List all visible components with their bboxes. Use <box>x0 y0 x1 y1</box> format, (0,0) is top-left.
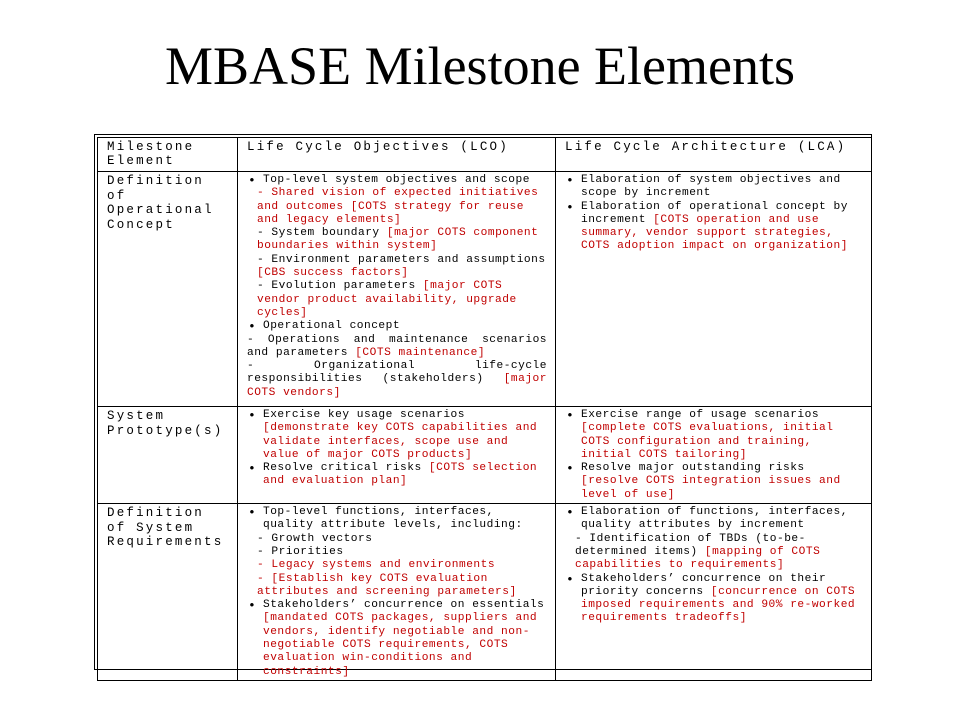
list-item: - System boundary [major COTS component boundaries within system] <box>257 227 539 253</box>
list-item: - Legacy systems and environments <box>257 559 496 572</box>
list-item: - Organizational life-cycle responsibilities (stakeholders) [major COTS vendors] <box>247 360 547 399</box>
row-label-system-requirements: Definition of System Requirements <box>98 504 238 681</box>
list-item: • Operational concept <box>247 320 547 333</box>
lco-system-prototypes-cell <box>238 407 556 504</box>
lca-system-prototypes-cell <box>556 407 872 504</box>
list-item: - Identification of TBDs (to-be-determined items) [mapping of COTS capabilities to requirements] <box>575 532 821 572</box>
list-item: • Resolve major outstanding risks [resolve COTS integration issues and level of use] <box>565 462 863 502</box>
table-header-row <box>98 138 872 172</box>
list-item: • Top-level system objectives and scope <box>247 174 547 187</box>
list-item: - Environment parameters and assumptions [CBS success factors] <box>257 253 546 280</box>
list-item: - Priorities <box>257 545 344 558</box>
list-item: - Growth vectors <box>257 532 373 545</box>
list-item: - Operations and maintenance scenarios and parameters [COTS maintenance] <box>247 333 547 359</box>
table-row <box>98 172 872 407</box>
header-lco: Life Cycle Objectives (LCO) <box>238 138 556 172</box>
list-item: • Resolve critical risks [COTS selection and evaluation plan] <box>247 462 547 489</box>
list-item: • Top-level functions, interfaces, quality attribute levels, including: <box>247 506 547 533</box>
list-item: - Evolution parameters [major COTS vendor product availability, upgrade cycles] <box>257 280 517 319</box>
list-item: - [Establish key COTS evaluation attributes and screening parameters] <box>257 572 517 598</box>
header-lca: Life Cycle Architecture (LCA) <box>556 138 872 172</box>
list-item: • Elaboration of operational concept by increment [COTS operation and use summary, vendor support strategies, COTS adoption impact on organization] <box>565 201 863 254</box>
lco-operational-concept-cell <box>238 172 556 407</box>
list-item: • Stakeholders’ concurrence on essentials [mandated COTS packages, suppliers and vendors, identify negotiable and non-negotiable COTS requirements, COTS evaluation win-conditions and constraints] <box>247 599 547 679</box>
list-item: • Elaboration of system objectives and scope by increment <box>565 174 863 201</box>
row-label-operational-concept: Definition of Operational Concept <box>98 172 238 407</box>
table-row <box>98 407 872 504</box>
list-item: • Stakeholders’ concurrence on their priority concerns [concurrence on COTS imposed requirements and 90% re-worked requirements tradeoffs] <box>565 573 863 626</box>
lca-operational-concept-cell <box>556 172 872 407</box>
lca-system-requirements-cell <box>556 504 872 681</box>
table-row <box>98 504 872 681</box>
row-label-system-prototypes: System Prototype(s) <box>98 407 238 504</box>
page-title: MBASE Milestone Elements <box>165 36 795 96</box>
list-item: • Exercise key usage scenarios [demonstrate key COTS capabilities and validate interfaces, scope use and value of major COTS products] <box>247 409 547 462</box>
header-milestone-element: Milestone Element <box>98 138 238 172</box>
lco-system-requirements-cell <box>238 504 556 681</box>
list-item: • Exercise range of usage scenarios [complete COTS evaluations, initial COTS configuration and training, initial COTS tailoring] <box>565 409 863 462</box>
milestone-table-frame <box>94 134 872 678</box>
list-item: • Elaboration of functions, interfaces, quality attributes by increment <box>565 506 863 533</box>
list-item: - Shared vision of expected initiatives and outcomes [COTS strategy for reuse and legacy elements] <box>257 187 539 226</box>
milestone-table <box>97 137 872 681</box>
